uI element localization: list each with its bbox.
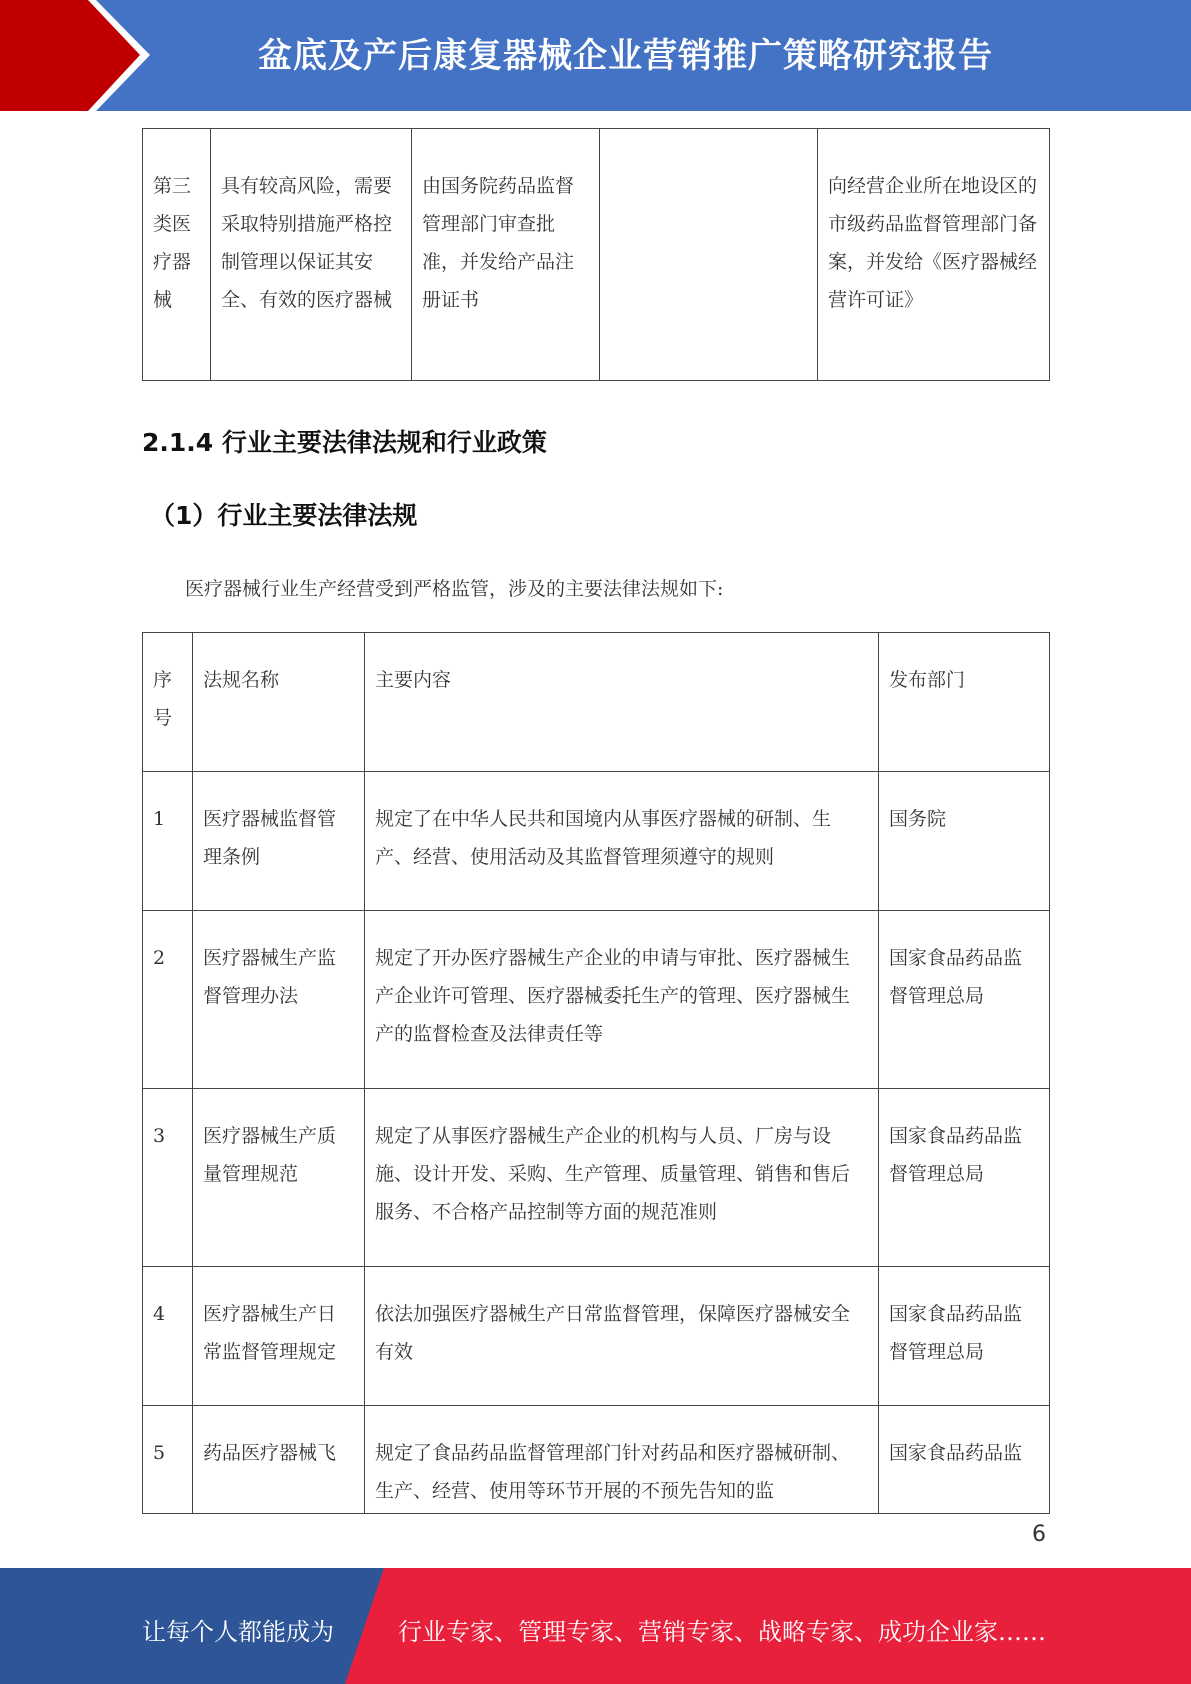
table-cell: 规定了食品药品监督管理部门针对药品和医疗器械研制、生产、经营、使用等环节开展的不预先告知的监 xyxy=(365,1406,879,1514)
footer-slogan-right: 行业专家、管理专家、营销专家、战略专家、成功企业家…… xyxy=(398,1618,1046,1646)
table-row xyxy=(143,129,1050,381)
table-cell: 第三类医疗器械 xyxy=(143,129,211,381)
page-number: 6 xyxy=(1032,1522,1046,1547)
section-heading: 2.1.4 行业主要法律法规和行业政策 xyxy=(142,428,547,457)
table-cell xyxy=(600,129,818,381)
table-cell: 2 xyxy=(143,911,193,1089)
table-cell: 国家食品药品监 xyxy=(879,1406,1050,1514)
device-class-table xyxy=(142,128,1050,381)
laws-table xyxy=(142,632,1050,1514)
table-cell: 4 xyxy=(143,1267,193,1406)
table-cell: 具有较高风险，需要采取特别措施严格控制管理以保证其安全、有效的医疗器械 xyxy=(211,129,412,381)
table-cell: 国务院 xyxy=(879,772,1050,911)
table-cell: 医疗器械生产质量管理规范 xyxy=(193,1089,365,1267)
table-row xyxy=(143,1267,1050,1406)
table-cell: 医疗器械生产监督管理办法 xyxy=(193,911,365,1089)
table-row xyxy=(143,1406,1050,1514)
page-footer xyxy=(0,1568,1191,1684)
table-cell: 依法加强医疗器械生产日常监督管理，保障医疗器械安全有效 xyxy=(365,1267,879,1406)
table-row xyxy=(143,1089,1050,1267)
table-cell: 1 xyxy=(143,772,193,911)
report-title: 盆底及产后康复器械企业营销推广策略研究报告 xyxy=(258,36,993,76)
table-cell: 规定了在中华人民共和国境内从事医疗器械的研制、生产、经营、使用活动及其监督管理须遵守的规则 xyxy=(365,772,879,911)
table-cell: 规定了开办医疗器械生产企业的申请与审批、医疗器械生产企业许可管理、医疗器械委托生产的管理、医疗器械生产的监督检查及法律责任等 xyxy=(365,911,879,1089)
intro-paragraph: 医疗器械行业生产经营受到严格监管，涉及的主要法律法规如下: xyxy=(185,578,724,600)
table-cell: 国家食品药品监督管理总局 xyxy=(879,1267,1050,1406)
table-row xyxy=(143,911,1050,1089)
table-cell: 3 xyxy=(143,1089,193,1267)
footer-slogan-left: 让每个人都能成为 xyxy=(142,1618,334,1646)
table-row xyxy=(143,772,1050,911)
table-cell: 由国务院药品监督管理部门审查批准，并发给产品注册证书 xyxy=(412,129,600,381)
table-cell: 国家食品药品监督管理总局 xyxy=(879,911,1050,1089)
table-cell: 5 xyxy=(143,1406,193,1514)
table-cell: 规定了从事医疗器械生产企业的机构与人员、厂房与设施、设计开发、采购、生产管理、质量管理、销售和售后服务、不合格产品控制等方面的规范准则 xyxy=(365,1089,879,1267)
table-cell: 国家食品药品监督管理总局 xyxy=(879,1089,1050,1267)
table-cell: 医疗器械生产日常监督管理规定 xyxy=(193,1267,365,1406)
column-header: 主要内容 xyxy=(365,633,879,772)
table-cell: 医疗器械监督管理条例 xyxy=(193,772,365,911)
table-cell: 药品医疗器械飞 xyxy=(193,1406,365,1514)
column-header: 法规名称 xyxy=(193,633,365,772)
table-cell: 向经营企业所在地设区的市级药品监督管理部门备案，并发给《医疗器械经营许可证》 xyxy=(818,129,1050,381)
subsection-heading: （1）行业主要法律法规 xyxy=(150,501,418,530)
table-header-row xyxy=(143,633,1050,772)
column-header: 序号 xyxy=(143,633,193,772)
page-header xyxy=(0,0,1191,111)
column-header: 发布部门 xyxy=(879,633,1050,772)
